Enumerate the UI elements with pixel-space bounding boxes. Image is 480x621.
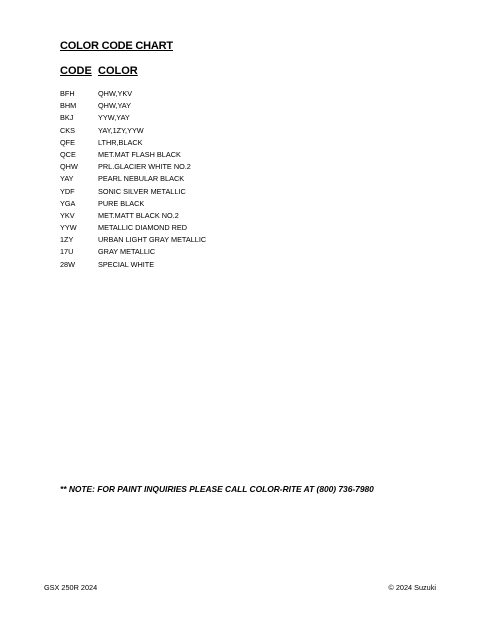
color-code: CKS [60,125,76,135]
color-code: BHM [60,101,77,111]
color-name: PEARL NEBULAR BLACK [98,174,185,184]
color-code: BFH [60,89,75,98]
color-code: QFE [60,137,75,147]
color-code-row [60,173,440,185]
color-code: 17U [60,247,74,257]
color-code-row [60,137,440,149]
color-name: QHW,YAY [98,101,131,111]
color-name: URBAN LIGHT GRAY METALLIC [98,235,207,245]
color-name: LTHR,BLACK [98,137,143,147]
color-name: SONIC SILVER METALLIC [98,186,186,196]
color-code-row [60,88,440,100]
color-code: YDF [60,186,75,196]
color-code: YGA [60,198,76,208]
color-name: GRAY METALLIC [98,247,156,257]
color-code-row [60,186,440,198]
color-name: MET.MATT BLACK NO.2 [98,210,179,220]
color-code: QCE [60,149,76,159]
color-code: YYW [60,223,77,233]
color-name: YYW,YAY [98,113,130,123]
color-code-list [60,88,440,271]
color-code-row [60,259,440,271]
color-code-row [60,149,440,161]
color-name: METALLIC DIAMOND RED [98,223,188,233]
color-code: BKJ [60,113,74,123]
color-code: YKV [60,210,75,220]
color-code-row [60,161,440,173]
color-column-header: COLOR [98,65,138,77]
color-code: QHW [60,162,78,172]
color-code-row [60,246,440,258]
color-code-row [60,112,440,124]
color-name: MET.MAT FLASH BLACK [98,149,181,159]
color-code-row [60,210,440,222]
color-name: PURE BLACK [98,198,145,208]
code-column-header: CODE [60,65,92,77]
color-name: YAY,1ZY,YYW [98,125,144,135]
color-code: 1ZY [60,235,74,245]
footer-model: GSX 250R 2024 [44,583,98,592]
color-code-row [60,125,440,137]
color-code: 28W [60,259,76,269]
color-code-row [60,234,440,246]
color-name: SPECIAL WHITE [98,259,155,269]
chart-title: COLOR CODE CHART [60,40,173,52]
color-code: YAY [60,174,74,184]
footer-copyright: © 2024 Suzuki [388,583,436,592]
color-code-row [60,100,440,112]
color-code-row [60,222,440,234]
color-name: PRL.GLACIER WHITE NO.2 [98,162,191,172]
color-code-row [60,198,440,210]
paint-inquiry-note: ** NOTE: FOR PAINT INQUIRIES PLEASE CALL COLOR-RITE AT (800) 736-7980 [60,484,374,494]
color-name: QHW,YKV [98,89,133,98]
